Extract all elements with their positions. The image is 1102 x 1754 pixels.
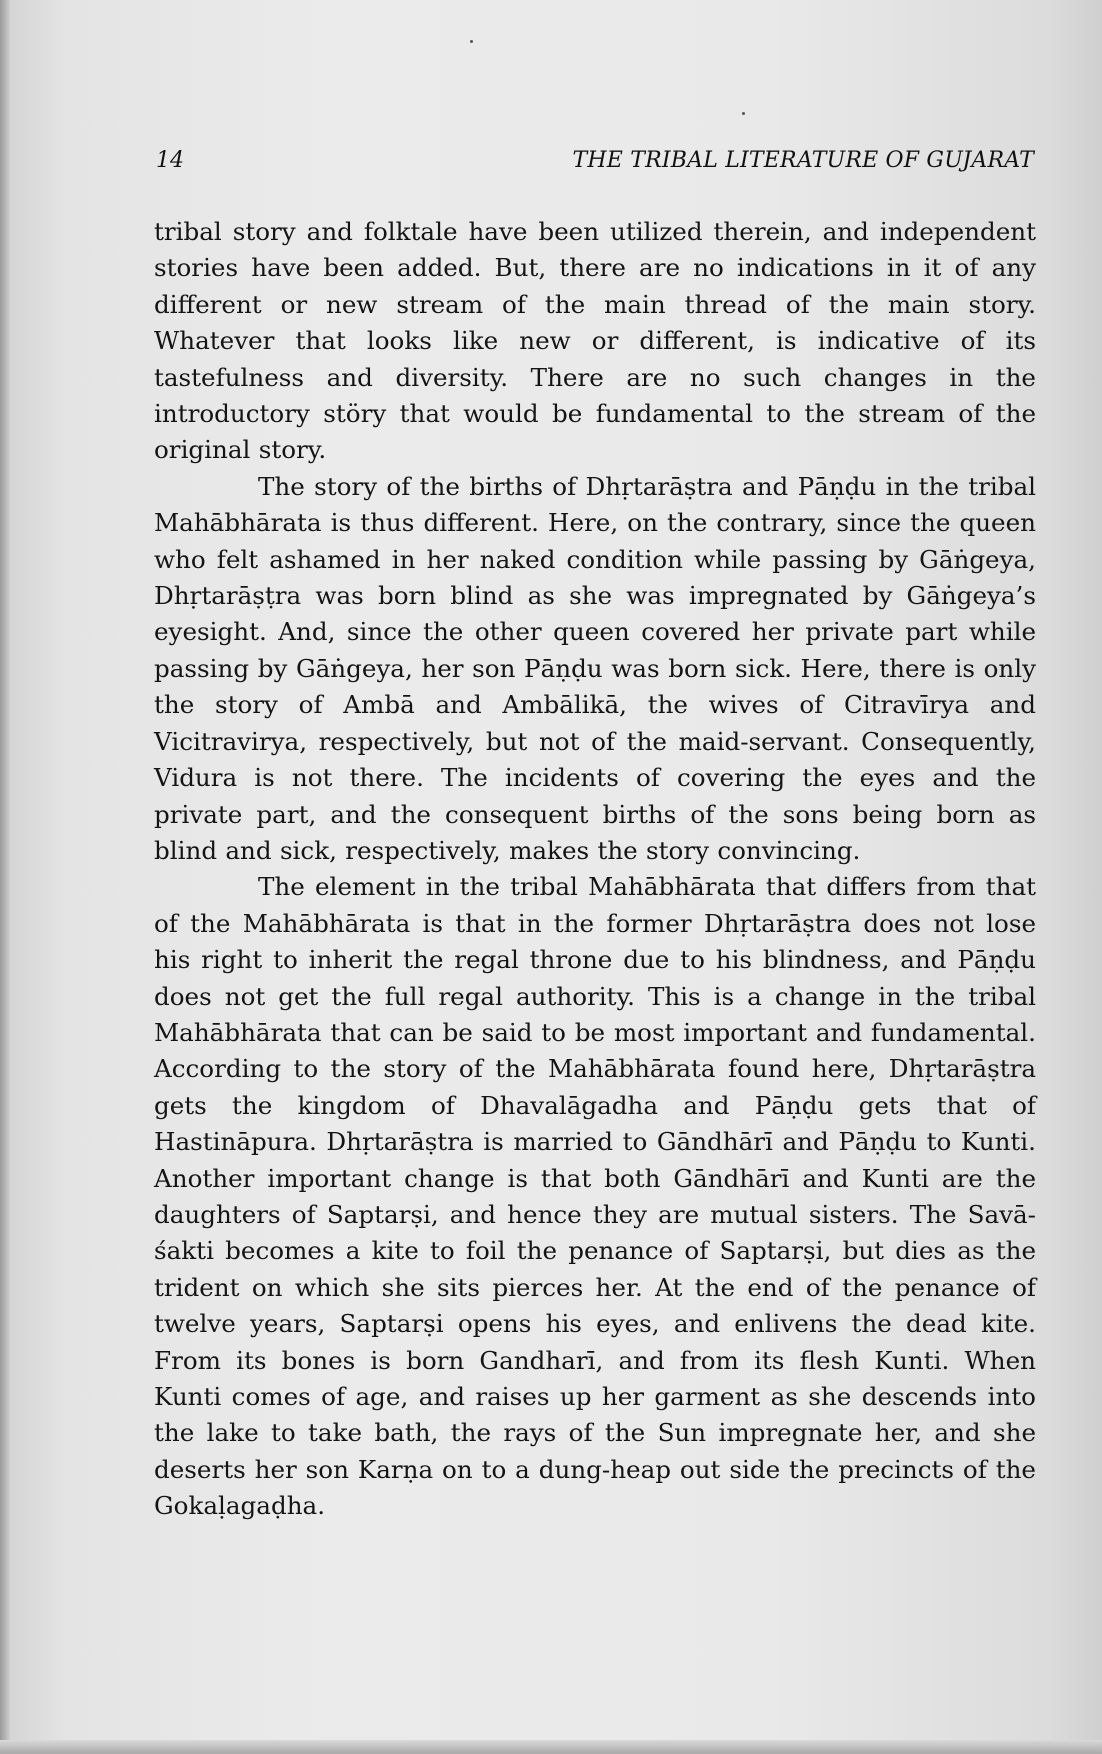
paper-speck [470,40,473,43]
running-title: THE TRIBAL LITERATURE OF GUJARAT [572,148,1034,173]
paper-speck [742,112,745,115]
page-bottom-edge [0,1740,1102,1754]
paragraph-3: The element in the tribal Mahābhārata that differs from that of the Mahābhārata is that in the former Dhṛtarāṣtra does not lose his right to inherit the regal throne due to his blindness, and Pāṇḍu does not get the full regal authority. This is a change in the tribal Mahābhārata that can be said to be most important and fundamental. According to the story of the Mahābhārata found here, Dhṛtarāṣtra gets the kingdom of Dhavalāgadha and Pāṇḍu gets that of Hastināpura. Dhṛtarāṣtra is married to Gāndhārī and Pāṇḍu to Kunti. Another important change is that both Gāndhārī and Kunti are the daughters of Saptarṣi, and hence they are mutual sisters. The Savā-śakti becomes a kite to foil the penance of Saptarṣi, but dies as the trident on which she sits pierces her. At the end of the penance of twelve years, Saptarṣi opens his eyes, and enlivens the dead kite. From its bones is born Gandharī, and from its flesh Kunti. When Kunti comes of age, and raises up her garment as she descends into the lake to take bath, the rays of the Sun impregnate her, and she deserts her son Karṇa on to a dung-heap out side the precincts of the Gokaḷagaḍha. [154,872,1036,1521]
paragraph-2: The story of the births of Dhṛtarāṣtra and Pāṇḍu in the tribal Mahābhārata is thus different. Here, on the contrary, since the queen who felt ashamed in her naked condition while passing by Gāṅgeya, Dhṛtarāṣṭra was born blind as she was impregnated by Gāṅgeya’s eyesight. And, since the other queen covered her private part while passing by Gāṅgeya, her son Pāṇḍu was born sick. Here, there is only the story of Ambā and Ambālikā, the wives of Citravīrya and Vicitravirya, respectively, but not of the maid-servant. Consequently, Vidura is not there. The incidents of covering the eyes and the private part, and the consequent births of the sons being born as blind and sick, respectively, makes the story convincing. [154,471,1036,865]
page-left-shadow [0,0,10,1754]
body-text [154,214,1036,1525]
page-number: 14 [156,148,184,173]
paragraph-1: tribal story and folktale have been utilized therein, and independent stories have been added. But, there are no indications in it of any different or new stream of the main thread of the main story. Whatever that looks like new or different, is indicative of its tastefulness and diversity. There are no such changes in the introductory störy that would be fundamental to the stream of the original story. [154,217,1036,465]
page-header [156,148,1034,182]
